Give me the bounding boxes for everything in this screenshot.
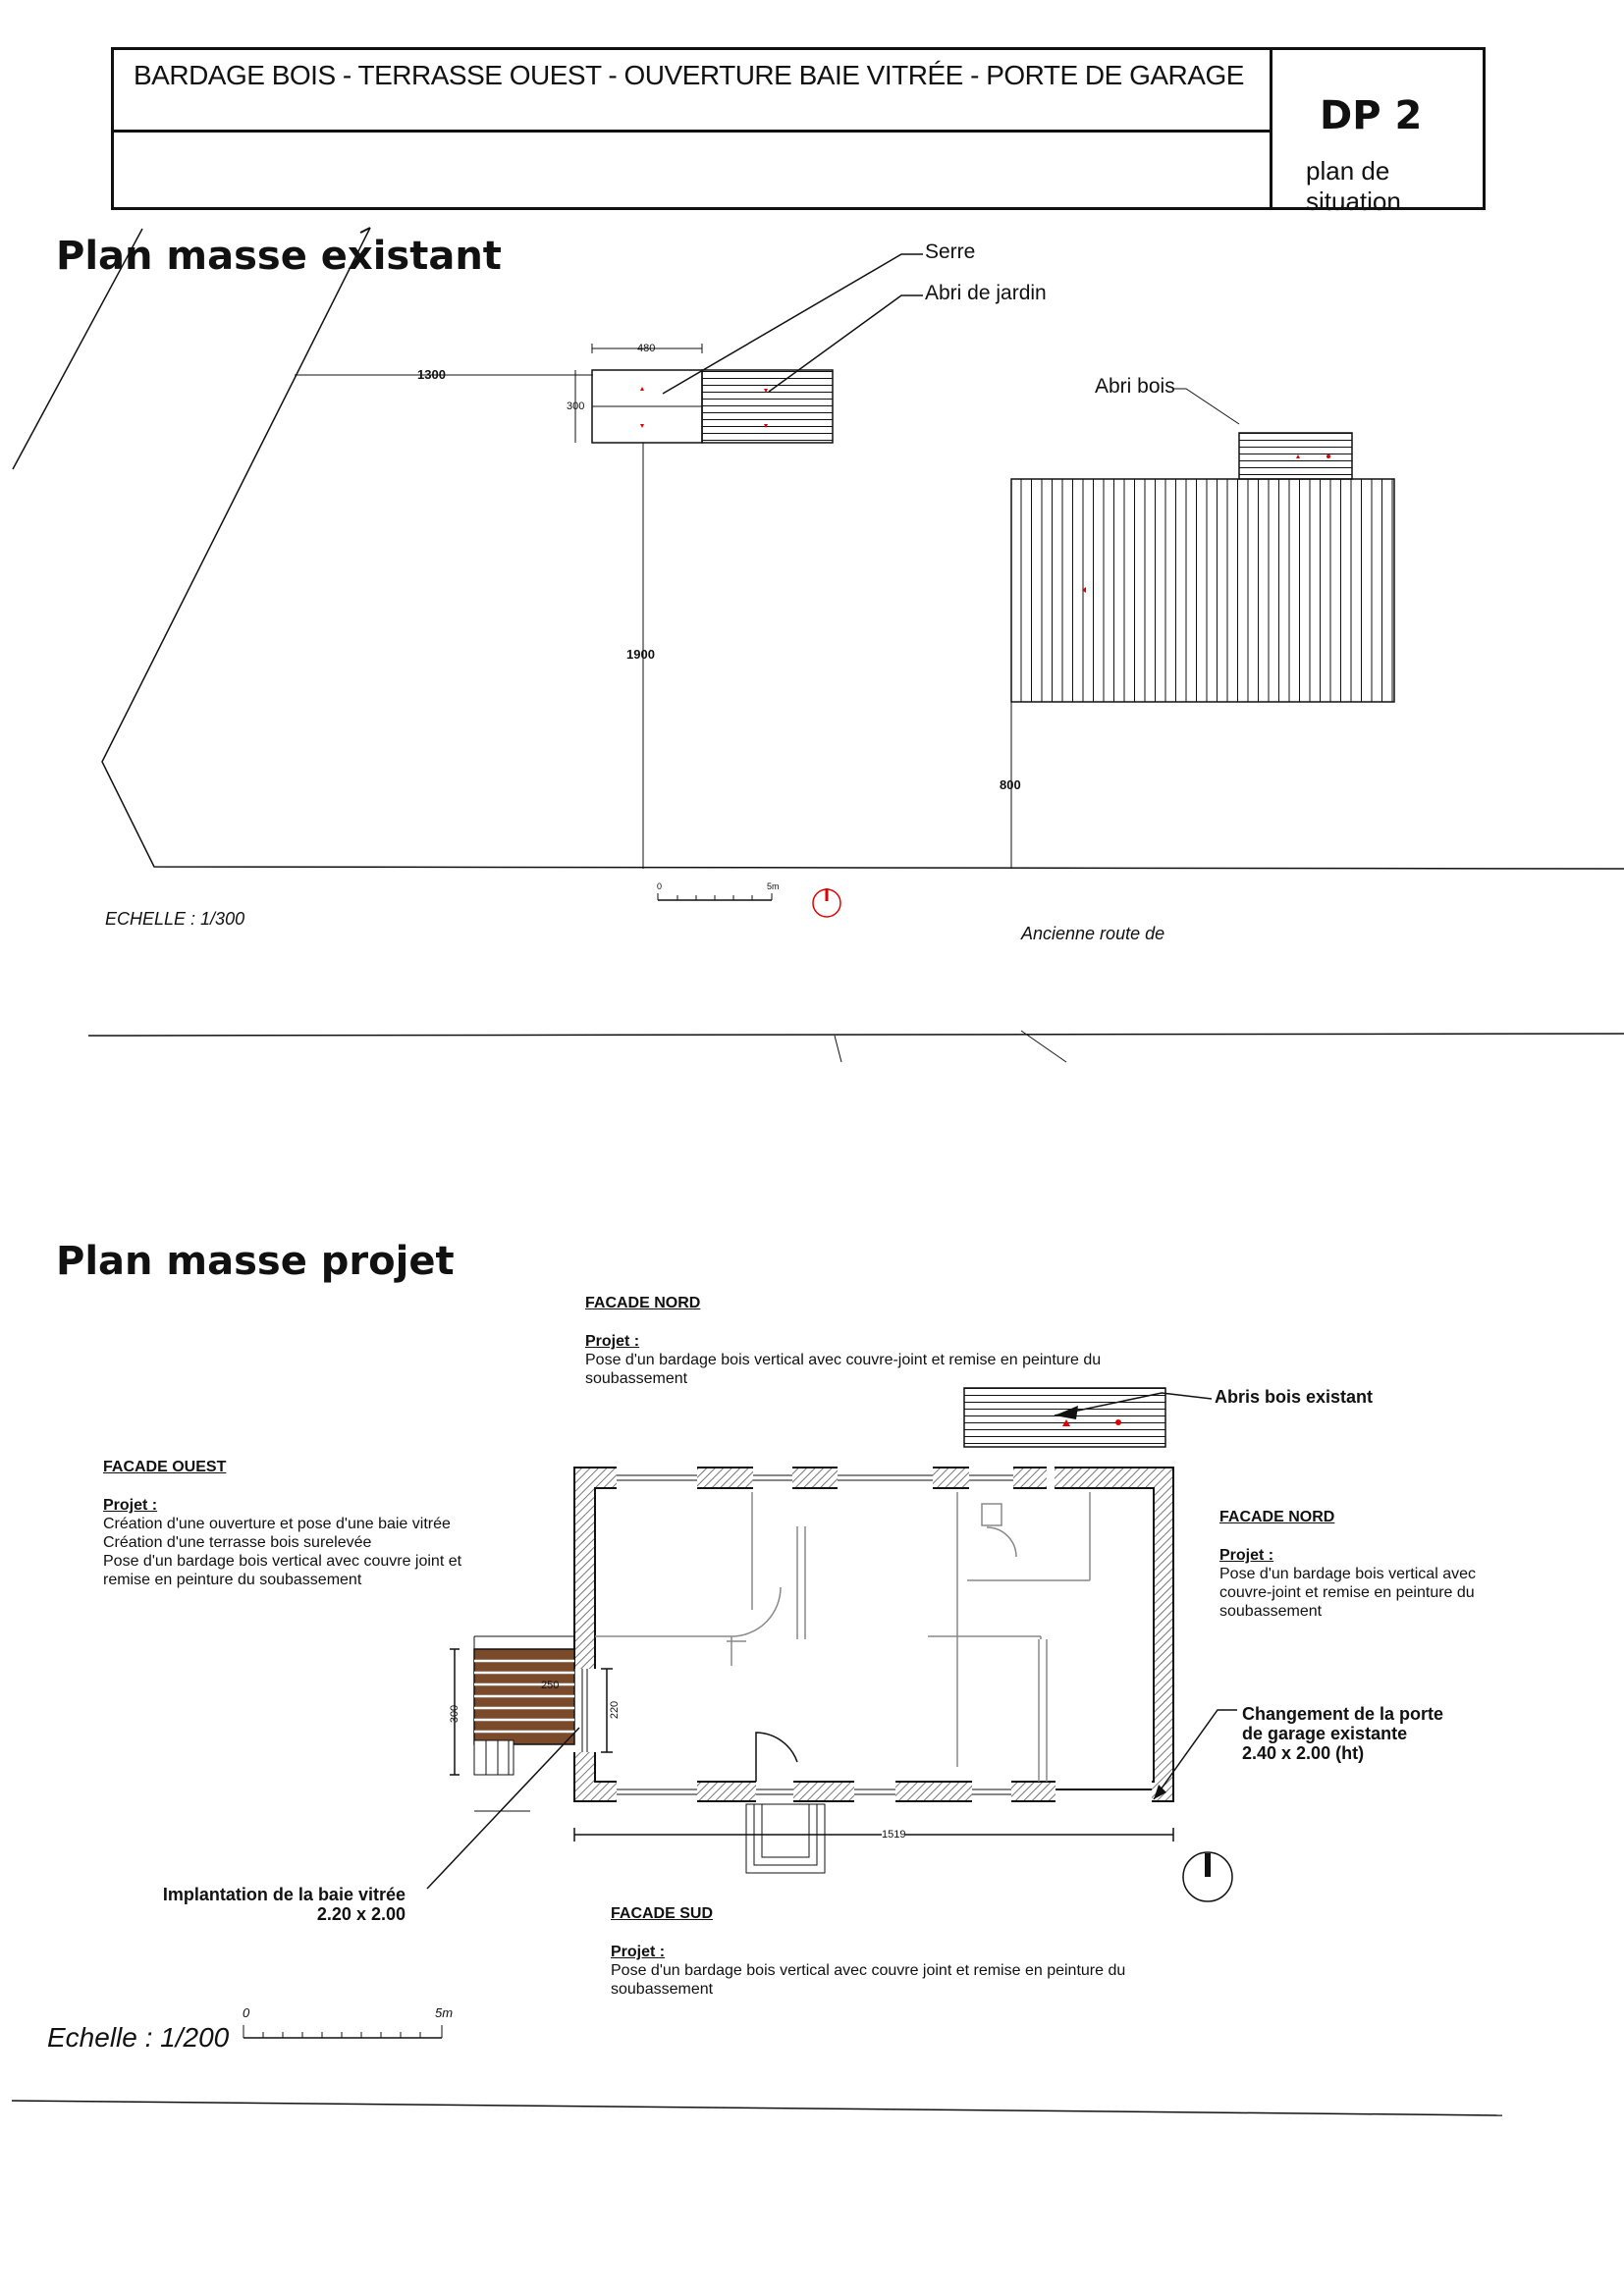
abris-bois-callout: Abris bois existant — [1215, 1387, 1374, 1407]
existing-plan-geometry — [13, 228, 1624, 1062]
facade-nord-est-line: Pose d'un bardage bois vertical avec — [1219, 1566, 1476, 1582]
scale-bar-end: 5m — [767, 881, 780, 891]
baie-callout-line: Implantation de la baie vitrée — [162, 1885, 406, 1904]
facade-sud-line: soubassement — [611, 1981, 714, 1998]
sheet-code: DP 2 — [1320, 93, 1423, 138]
abri-jardin-label: Abri de jardin — [925, 282, 1047, 304]
facade-nord-est-note — [1219, 1508, 1534, 1621]
facade-nord-line: soubassement — [585, 1370, 688, 1387]
facade-nord-note — [585, 1294, 1194, 1388]
facade-sud-line: Pose d'un bardage bois vertical avec couvre joint et remise en peinture du — [611, 1962, 1126, 1979]
facade-nord-est-heading: FACADE NORD — [1219, 1509, 1335, 1525]
abri-bois-shape — [1239, 433, 1352, 479]
north-arrow-existing — [813, 888, 840, 917]
dimension-480: 480 — [637, 343, 656, 354]
dimension-1900: 1900 — [626, 647, 655, 662]
facade-sud-projet: Projet : — [611, 1944, 666, 1960]
scale-text-project: Echelle : 1/200 — [47, 2022, 230, 2053]
facade-ouest-line: Création d'une terrasse bois surelevée — [103, 1534, 372, 1551]
scale-bar-end-project: 5m — [435, 2005, 454, 2020]
garage-door-callout — [1242, 1704, 1443, 1763]
facade-sud-heading: FACADE SUD — [611, 1905, 714, 1922]
facade-nord-line: Pose d'un bardage bois vertical avec couvre-joint et remise en peinture du — [585, 1352, 1102, 1368]
serre-label: Serre — [925, 240, 976, 263]
dimension-300: 300 — [567, 400, 585, 412]
dimension-300-terrace: 300 — [449, 1704, 461, 1724]
facade-nord-est-line: couvre-joint et remise en peinture du — [1219, 1584, 1475, 1601]
project-plan-title: Plan masse projet — [56, 1239, 455, 1284]
existing-plan-title: Plan masse existant — [56, 234, 502, 279]
dimension-250: 250 — [541, 1680, 560, 1691]
abris-bois-existant-shape — [964, 1388, 1165, 1447]
facade-nord-heading: FACADE NORD — [585, 1295, 701, 1311]
sheet-subtitle: plan de situation — [1306, 156, 1401, 216]
facade-ouest-projet: Projet : — [103, 1497, 158, 1514]
dimension-1300: 1300 — [417, 367, 446, 382]
dimension-220: 220 — [609, 1700, 622, 1720]
abri-bois-label: Abri bois — [1095, 375, 1175, 398]
facade-ouest-line: Création d'une ouverture et pose d'une baie vitrée — [103, 1516, 451, 1532]
north-arrow-project — [1183, 1852, 1232, 1901]
dimension-800: 800 — [1000, 777, 1021, 792]
baie-callout-line: 2.20 x 2.00 — [316, 1904, 406, 1924]
garage-callout-line: de garage existante — [1242, 1724, 1408, 1743]
house-existing-shape — [1011, 479, 1394, 702]
garage-callout-line: 2.40 x 2.00 (ht) — [1242, 1743, 1365, 1763]
facade-ouest-line: Pose d'un bardage bois vertical avec couvre joint et — [103, 1553, 462, 1570]
facade-nord-est-line: soubassement — [1219, 1603, 1323, 1620]
facade-ouest-line: remise en peinture du soubassement — [103, 1572, 362, 1588]
facade-ouest-note — [103, 1458, 525, 1589]
dimension-1519: 1519 — [882, 1829, 906, 1841]
scale-text-existing: ECHELLE : 1/300 — [105, 909, 245, 929]
facade-ouest-heading: FACADE OUEST — [103, 1459, 227, 1475]
parcel-boundary-line — [13, 229, 142, 469]
facade-nord-est-projet: Projet : — [1219, 1547, 1274, 1564]
house-walls — [574, 1468, 1173, 1801]
project-title: BARDAGE BOIS - TERRASSE OUEST - OUVERTURE BAIE VITRÉE - PORTE DE GARAGE — [134, 60, 1244, 90]
garage-callout-line: Changement de la porte — [1242, 1704, 1444, 1724]
road-label: Ancienne route de — [1021, 924, 1165, 943]
scale-bar-start: 0 — [657, 881, 663, 891]
abri-jardin-shape — [702, 370, 833, 443]
facade-nord-projet: Projet : — [585, 1333, 640, 1350]
facade-sud-note — [611, 1904, 1219, 1999]
baie-vitree-callout — [157, 1885, 406, 1924]
scale-bar-start-project: 0 — [243, 2005, 250, 2020]
